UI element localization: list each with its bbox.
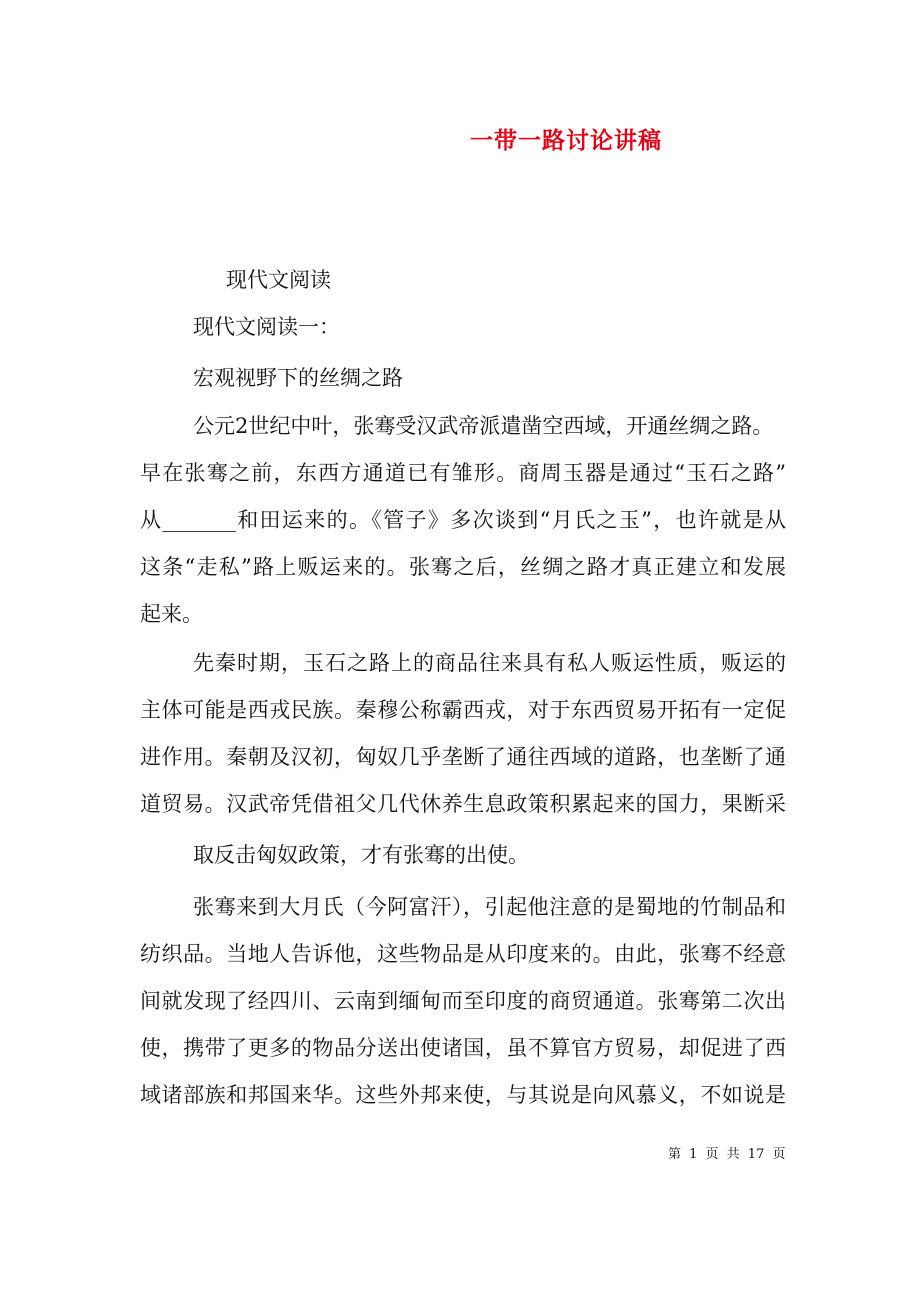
paragraph-line: 主体可能是西戎民族。秦穆公称霸西戎，对于东西贸易开拓有一定促: [140, 698, 786, 722]
paragraph-line: 早在张骞之前，东西方通道已有雏形。商周玉器是通过“玉石之路”: [140, 461, 786, 485]
paragraph-line: 这条“走私”路上贩运来的。张骞之后，丝绸之路才真正建立和发展: [140, 555, 786, 579]
paragraph-line: 纺织品。当地人告诉他，这些物品是从印度来的。由此，张骞不经意: [140, 942, 786, 966]
paragraph-line: 取反击匈奴政策，才有张骞的出使。: [193, 843, 529, 867]
paragraph-line: 先秦时期，玉石之路上的商品往来具有私人贩运性质，贩运的: [193, 651, 786, 675]
page-number-footer: 第 1 页 共 17 页: [668, 1147, 786, 1162]
paragraph-line: 使，携带了更多的物品分送出使诸国，虽不算官方贸易，却促进了西: [140, 1036, 786, 1060]
paragraph-line: 公元2世纪中叶，张骞受汉武帝派遣凿空西域，开通丝绸之路。: [193, 414, 774, 438]
section-heading: 现代文阅读: [226, 268, 331, 292]
paragraph-line: 间就发现了经四川、云南到缅甸而至印度的商贸通道。张骞第二次出: [140, 989, 786, 1013]
paragraph-line: 张骞来到大月氏（今阿富汗），引起他注意的是蜀地的竹制品和: [193, 895, 786, 919]
paragraph-line: 从_______和田运来的。《管子》多次谈到“月氏之玉”，也许就是从: [140, 508, 786, 532]
paragraph-line: 道贸易。汉武帝凭借祖父几代休养生息政策积累起来的国力，果断采: [140, 792, 786, 816]
article-title: 宏观视野下的丝绸之路: [193, 366, 403, 390]
paragraph-line: 起来。: [140, 602, 203, 626]
section-subheading: 现代文阅读一：: [193, 315, 340, 339]
paragraph-line: 进作用。秦朝及汉初，匈奴几乎垄断了通往西域的道路，也垄断了通: [140, 745, 786, 769]
document-title: 一带一路讨论讲稿: [470, 127, 662, 154]
paragraph-line: 域诸部族和邦国来华。这些外邦来使，与其说是向风慕义，不如说是: [140, 1083, 786, 1107]
